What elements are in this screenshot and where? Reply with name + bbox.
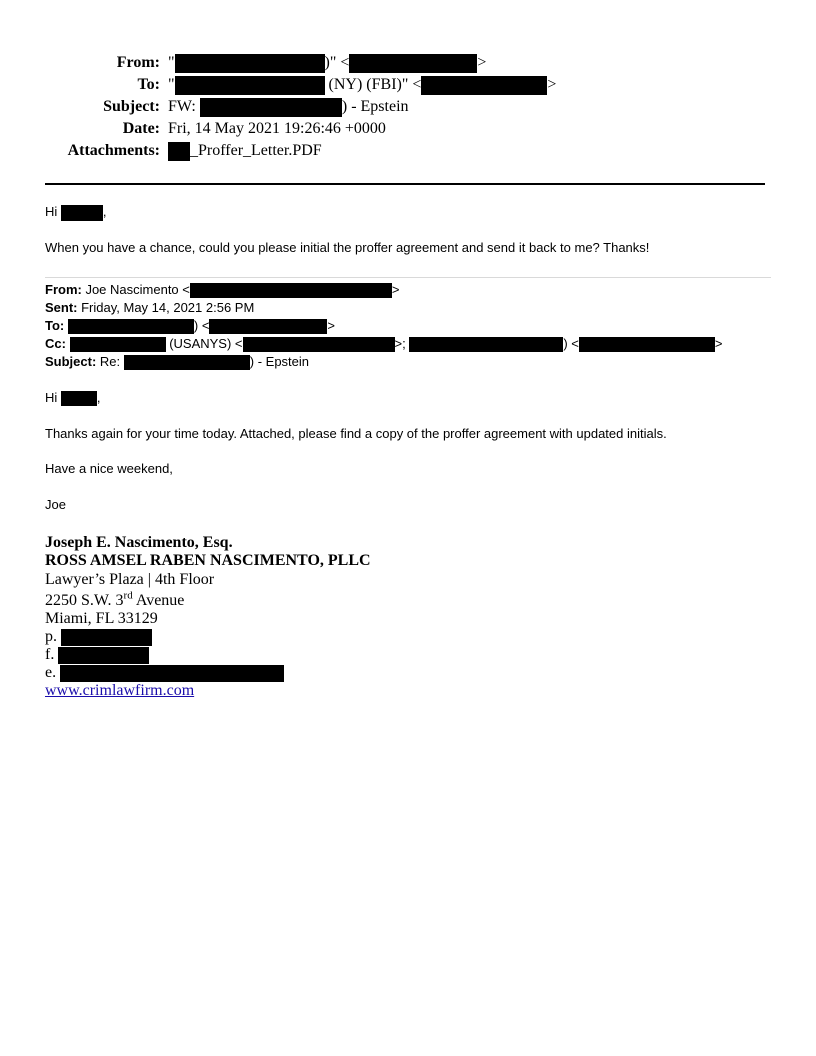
- redaction-block: [61, 391, 97, 406]
- redaction-block: [61, 205, 103, 221]
- forwarded-sent-row: Sent: Friday, May 14, 2021 2:56 PM: [45, 300, 255, 315]
- message-greeting: Hi ,: [45, 204, 107, 219]
- redaction-block: [349, 54, 477, 73]
- signature-name: Joseph E. Nascimento, Esq.: [45, 534, 233, 551]
- signature-address-line-1: Lawyer’s Plaza | 4th Floor: [45, 571, 215, 588]
- header-date-row: [0, 119, 386, 139]
- forwarded-cc-label: Cc:: [45, 336, 66, 351]
- redaction-block: [58, 647, 149, 664]
- forwarded-sent-label: Sent:: [45, 300, 78, 315]
- redaction-block: [61, 629, 152, 646]
- redaction-block: [68, 319, 194, 334]
- forwarded-subject-label: Subject:: [45, 354, 97, 369]
- redaction-block: [124, 355, 250, 370]
- redaction-block: [175, 76, 325, 95]
- forwarded-to-row: To: ) < >: [45, 318, 336, 333]
- header-from-label: From:: [116, 54, 160, 71]
- signature-phone: p.: [45, 628, 152, 646]
- header-attachments-value[interactable]: [168, 141, 322, 161]
- message-body: When you have a chance, could you please initial the proffer agreement and send it back to me? Thanks!: [45, 240, 650, 255]
- forwarded-subject-row: Subject: Re: ) - Epstein: [45, 354, 310, 369]
- redaction-block: [190, 283, 392, 298]
- redaction-block: [70, 337, 166, 352]
- header-subject-label: Subject:: [103, 98, 160, 115]
- forwarded-from-label: From:: [45, 282, 82, 297]
- header-divider: [45, 183, 765, 185]
- header-from-value: " )" < >: [168, 54, 487, 71]
- forwarded-body-line-1: Thanks again for your time today. Attached, please find a copy of the proffer agreement with updated initials.: [45, 426, 667, 441]
- forwarded-body-line-3: Joe: [45, 497, 66, 512]
- redaction-block: [168, 142, 190, 161]
- redaction-block: [200, 98, 342, 117]
- redaction-block: [579, 337, 715, 352]
- signature-firm: ROSS AMSEL RABEN NASCIMENTO, PLLC: [45, 552, 371, 569]
- website-link[interactable]: www.crimlawfirm.com: [45, 682, 195, 699]
- header-subject-value: FW: ) - Epstein: [168, 98, 409, 115]
- forwarded-to-label: To:: [45, 318, 65, 333]
- header-from-row: [0, 53, 486, 73]
- redaction-block: [175, 54, 325, 73]
- forwarded-from-row: From: Joe Nascimento < >: [45, 282, 400, 297]
- header-to-value: " (NY) (FBI)" < >: [168, 76, 557, 93]
- redaction-block: [409, 337, 563, 352]
- header-date-value: Fri, 14 May 2021 19:26:46 +0000: [168, 120, 386, 137]
- forwarded-cc-row: Cc: (USANYS) < >; ) < >: [45, 336, 723, 351]
- signature-website: [45, 682, 194, 700]
- header-to-label: To:: [137, 76, 160, 93]
- redaction-block: [421, 76, 547, 95]
- redaction-block: [60, 665, 284, 682]
- forward-separator: [45, 277, 771, 278]
- signature-fax: f.: [45, 646, 149, 664]
- signature-address-line-2: 2250 S.W. 3rd Avenue: [45, 589, 185, 609]
- attachment-filename[interactable]: _Proffer_Letter.PDF: [190, 142, 322, 159]
- signature-email: e.: [45, 664, 284, 682]
- forwarded-greeting: Hi ,: [45, 390, 101, 405]
- signature-address-line-3: Miami, FL 33129: [45, 610, 158, 627]
- redaction-block: [243, 337, 395, 352]
- forwarded-body-line-2: Have a nice weekend,: [45, 461, 173, 476]
- header-subject-row: [0, 97, 409, 117]
- header-attachments-row: [0, 141, 322, 161]
- header-attachments-label: Attachments:: [67, 142, 160, 159]
- header-to-row: [0, 75, 556, 95]
- redaction-block: [209, 319, 327, 334]
- header-date-label: Date:: [122, 120, 160, 137]
